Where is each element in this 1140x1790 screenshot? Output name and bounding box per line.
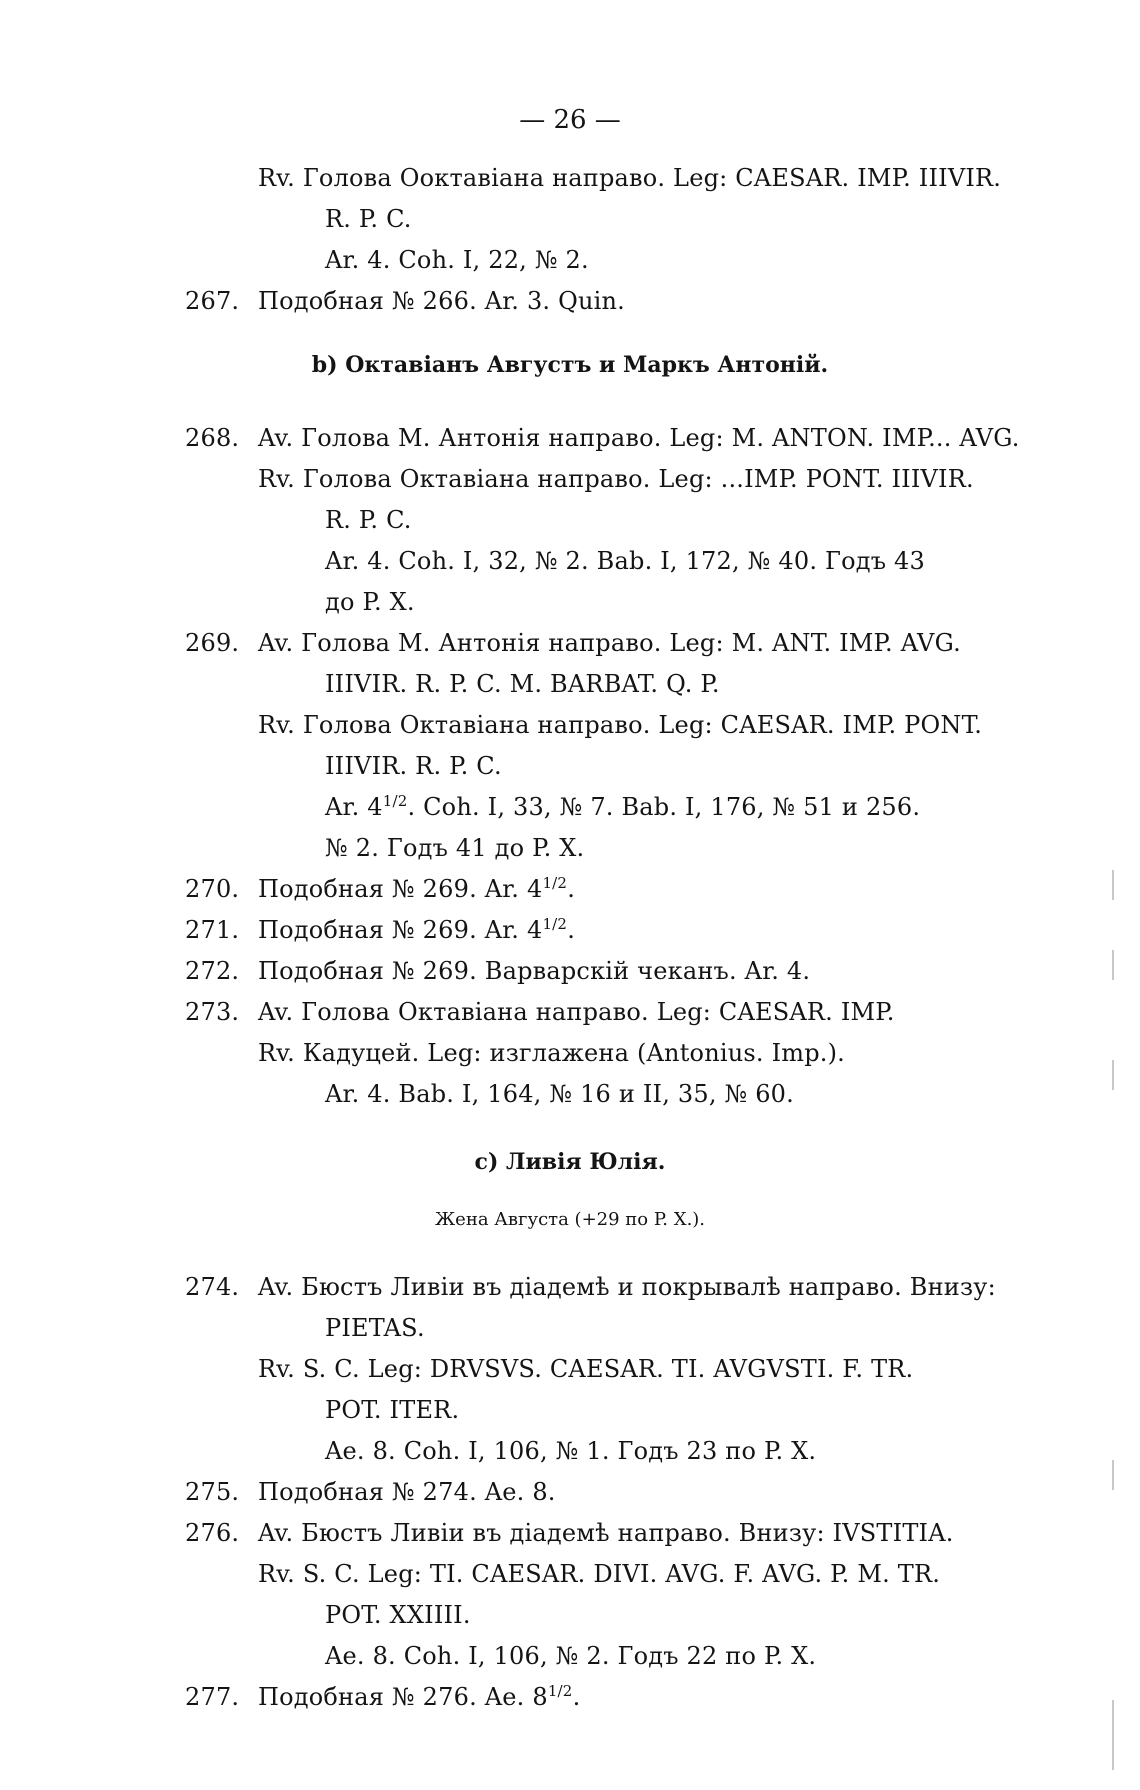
text-line: PIETAS. — [325, 1314, 425, 1342]
text-line — [258, 1677, 580, 1717]
text-line: Ar. 4. Bab. I, 164, № 16 и II, 35, № 60. — [325, 1080, 794, 1108]
text-line: POT. ITER. — [325, 1396, 460, 1424]
text-line: Подобная № 266. Ar. 3. Quin. — [258, 287, 625, 315]
fraction-superscript: 1/2 — [382, 792, 408, 810]
text-fragment: Ar. 4 — [325, 793, 383, 821]
text-line: Rv. Голова Октавiана направо. Leg: CAESAR. IMP. PONT. — [258, 711, 983, 739]
text-line: Rv. Голова Ооктавiана направо. Leg: CAESAR. IMP. IIIVIR. — [258, 164, 1002, 192]
text-line: POT. XXIIII. — [325, 1601, 471, 1629]
text-line — [258, 910, 575, 950]
text-line: R. P. C. — [325, 205, 412, 233]
page-number: — 26 — — [519, 105, 621, 135]
text-line: R. P. C. — [325, 506, 412, 534]
entry-number: 277. — [185, 1683, 240, 1711]
text-line: до P. X. — [325, 588, 415, 616]
text-line: Ae. 8. Coh. I, 106, № 1. Годъ 23 по P. X. — [325, 1437, 817, 1465]
text-line: IIIVIR. R. P. C. M. BARBAT. Q. P. — [325, 670, 720, 698]
text-line: Ar. 4. Coh. I, 32, № 2. Bab. I, 172, № 40. Годъ 43 — [325, 547, 925, 575]
text-line: IIIVIR. R. P. C. — [325, 752, 502, 780]
scan-artifact — [1112, 1060, 1114, 1090]
entry-number: 269. — [185, 629, 240, 657]
text-fragment: . — [567, 916, 576, 944]
section-heading: b) Октавiанъ Августъ и Маркъ Антонiй. — [311, 352, 829, 378]
text-line: Ar. 4. Coh. I, 22, № 2. — [325, 246, 589, 274]
fraction-superscript: 1/2 — [547, 1682, 573, 1700]
entry-number: 276. — [185, 1519, 240, 1547]
fraction-superscript: 1/2 — [542, 874, 568, 892]
text-line: Av. Голова M. Антонiя направо. Leg: M. ANT. IMP. AVG. — [258, 629, 961, 657]
text-line: Подобная № 269. Варварскiй чеканъ. Ar. 4. — [258, 957, 811, 985]
entry-number: 268. — [185, 424, 240, 452]
text-line: Rv. S. C. Leg: DRVSVS. CAESAR. TI. AVGVSTI. F. TR. — [258, 1355, 914, 1383]
entry-number: 270. — [185, 875, 240, 903]
text-fragment: . — [567, 875, 576, 903]
scan-artifact — [1112, 950, 1114, 980]
text-fragment: Подобная № 269. Ar. 4 — [258, 875, 543, 903]
fraction-superscript: 1/2 — [542, 915, 568, 933]
text-fragment: Подобная № 276. Ae. 8 — [258, 1683, 548, 1711]
entry-number: 273. — [185, 998, 240, 1026]
text-line: Ae. 8. Coh. I, 106, № 2. Годъ 22 по P. X. — [325, 1642, 817, 1670]
text-line: Av. Голова Октавiана направо. Leg: CAESAR. IMP. — [258, 998, 895, 1026]
entry-number: 275. — [185, 1478, 240, 1506]
text-line: Rv. Кадуцей. Leg: изглажена (Antonius. Imp.). — [258, 1039, 845, 1067]
section-heading: c) Ливiя Юлiя. — [474, 1149, 666, 1175]
section-subheading: Жена Августа (+29 по P. X.). — [434, 1209, 706, 1230]
text-line: Подобная № 274. Ae. 8. — [258, 1478, 556, 1506]
text-line: Rv. S. C. Leg: TI. CAESAR. DIVI. AVG. F. AVG. P. M. TR. — [258, 1560, 941, 1588]
text-line: Av. Голова M. Антонiя направо. Leg: M. ANTON. IMP... AVG. — [258, 424, 1020, 452]
entry-number: 267. — [185, 287, 240, 315]
scan-artifact — [1112, 870, 1114, 900]
text-line: Av. Бюстъ Ливiи въ дiадемѣ и покрывалѣ направо. Внизу: — [258, 1273, 996, 1301]
text-line: № 2. Годъ 41 до P. X. — [325, 834, 585, 862]
scan-artifact — [1112, 1700, 1114, 1770]
text-line: Av. Бюстъ Ливiи въ дiадемѣ направо. Внизу: IVSTITIA. — [258, 1519, 954, 1547]
text-fragment: Подобная № 269. Ar. 4 — [258, 916, 543, 944]
text-line — [258, 869, 575, 909]
entry-number: 274. — [185, 1273, 240, 1301]
entry-number: 271. — [185, 916, 240, 944]
scan-artifact — [1112, 1460, 1114, 1490]
text-fragment: . Coh. I, 33, № 7. Bab. I, 176, № 51 и 256. — [407, 793, 921, 821]
entry-number: 272. — [185, 957, 240, 985]
text-line — [325, 787, 920, 827]
text-line: Rv. Голова Октавiана направо. Leg: ...IMP. PONT. IIIVIR. — [258, 465, 974, 493]
text-fragment: . — [572, 1683, 581, 1711]
